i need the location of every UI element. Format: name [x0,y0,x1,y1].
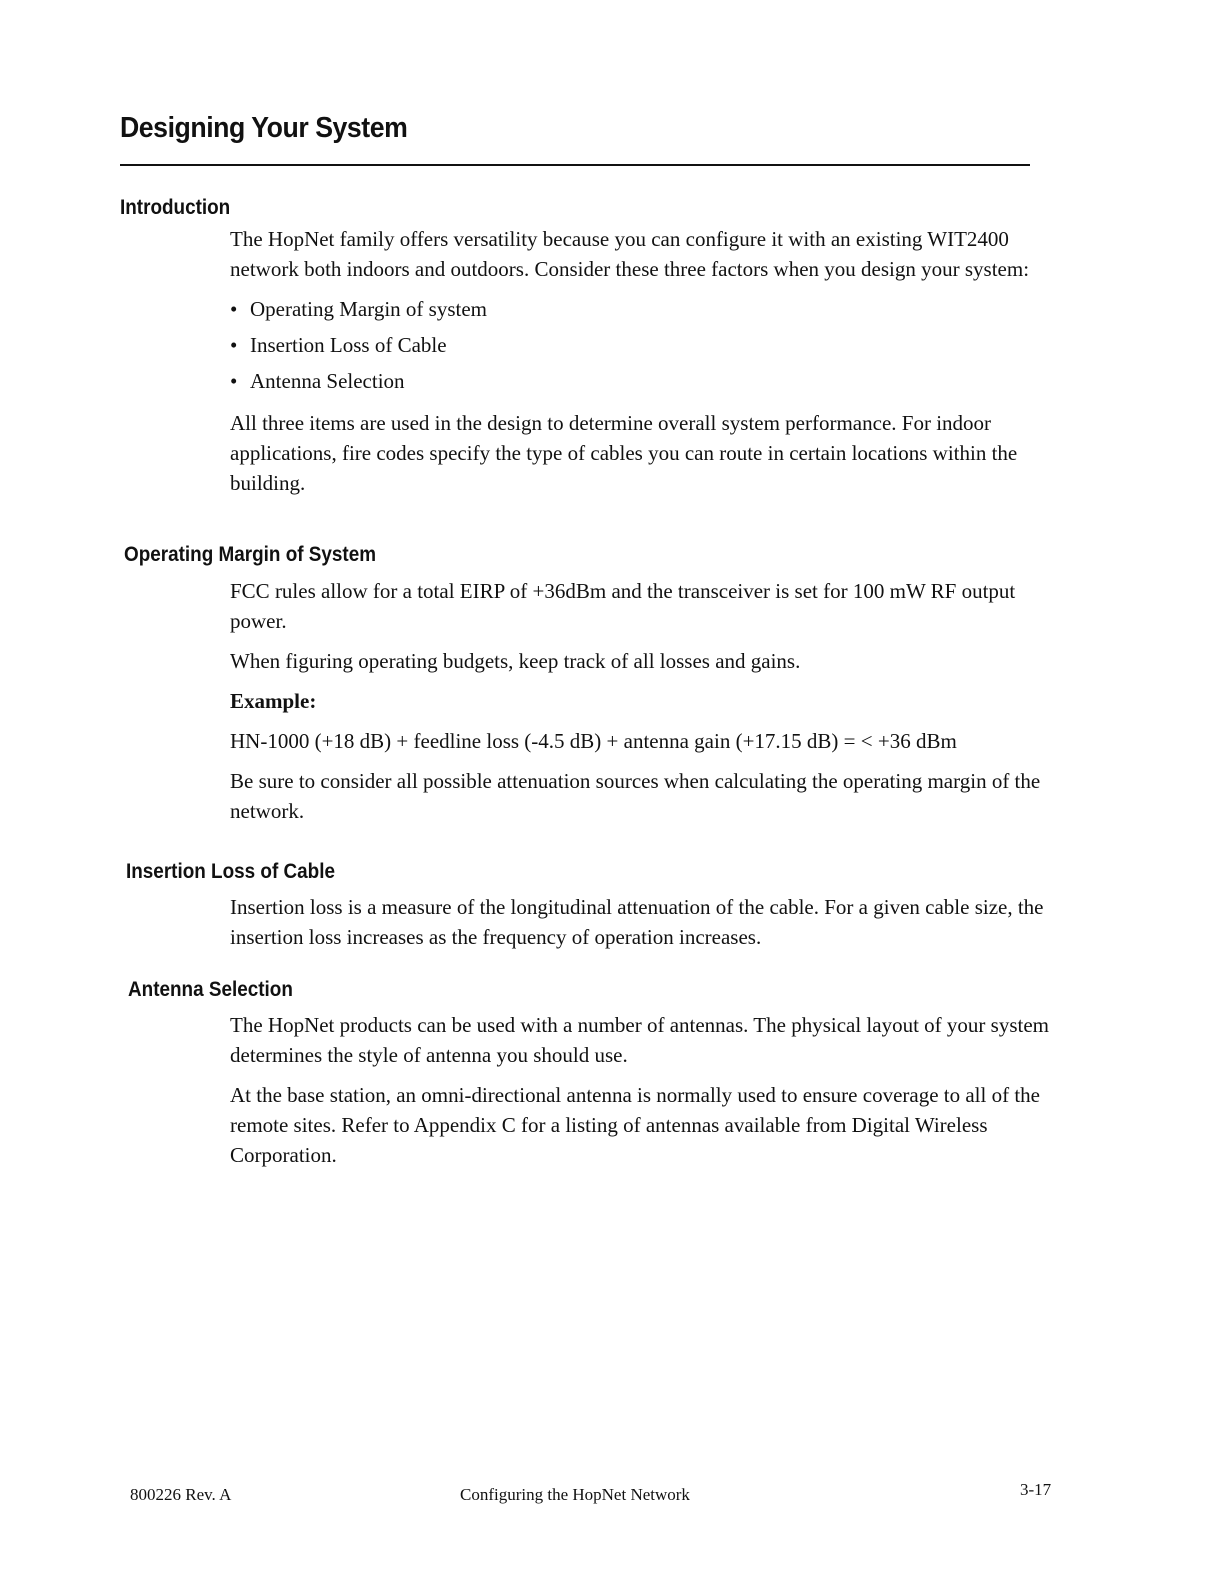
paragraph: The HopNet family offers versatility because you can configure it with an existing WIT2400 network both indoors and outdoors. Consider these three factors when you design your system: [230,227,1030,281]
section-heading-operating-margin: Operating Margin of System [124,543,377,566]
example-label: Example: [230,689,317,713]
section-body-introduction [230,224,1060,508]
paragraph: All three items are used in the design to determine overall system performance. For indoor applications, fire codes specify the type of cables you can route in certain locations within the building. [230,411,1018,495]
example-formula: HN-1000 (+18 dB) + feedline loss (-4.5 dB) + antenna gain (+17.15 dB) = < +36 dBm [230,729,957,753]
paragraph: When figuring operating budgets, keep track of all losses and gains. [230,649,801,673]
section-body-antenna-selection [230,1010,1060,1180]
title-rule [120,164,1030,166]
list-item: • Insertion Loss of Cable [250,330,1060,360]
bullet-icon: • [230,297,238,321]
section-heading-insertion-loss: Insertion Loss of Cable [126,860,335,883]
section-body-operating-margin [230,576,1060,836]
footer-chapter: Configuring the HopNet Network [460,1485,690,1504]
paragraph: Insertion loss is a measure of the longitudinal attenuation of the cable. For a given cable size, the insertion loss increases as the frequency of operation increases. [230,895,1044,949]
paragraph: At the base station, an omni-directional antenna is normally used to ensure coverage to all of the remote sites. Refer to Appendix C for a listing of antennas available from Digital Wireless Corporation. [230,1083,1040,1167]
bullet-icon: • [230,369,238,393]
list-item: • Operating Margin of system [250,294,1060,324]
footer-doc-number: 800226 Rev. A [130,1485,232,1504]
section-body-insertion-loss [230,892,1060,962]
factor-list [230,294,1060,396]
bullet-icon: • [230,333,238,357]
paragraph: FCC rules allow for a total EIRP of +36dBm and the transceiver is set for 100 mW RF output power. [230,579,1016,633]
footer-page-number: 3-17 [1020,1480,1052,1499]
paragraph: Be sure to consider all possible attenuation sources when calculating the operating margin of the network. [230,769,1041,823]
section-heading-antenna-selection: Antenna Selection [128,978,293,1001]
list-item: • Antenna Selection [250,366,1060,396]
page-title: Designing Your System [120,112,408,144]
section-heading-introduction: Introduction [120,196,231,219]
paragraph: The HopNet products can be used with a number of antennas. The physical layout of your system determines the style of antenna you should use. [230,1013,1049,1067]
